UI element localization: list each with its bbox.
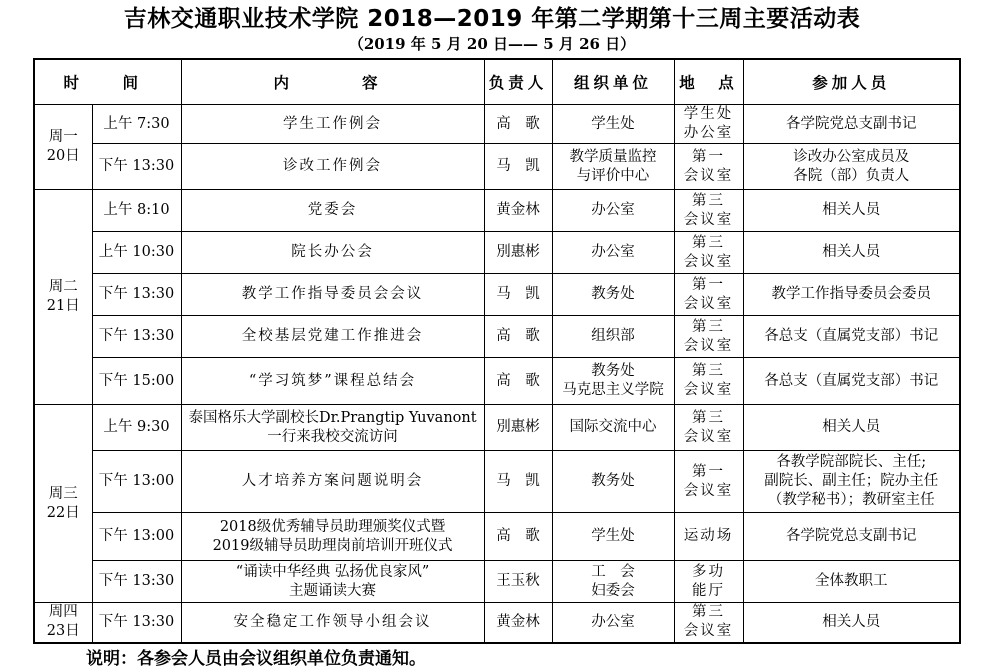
participants-cell	[743, 405, 960, 451]
content-line: 泰国格乐大学副校长Dr.Prangtip Yuvanont	[188, 409, 477, 426]
table-row	[34, 274, 960, 316]
place-cell	[674, 603, 743, 643]
participants-cell	[743, 451, 960, 513]
content-line: 人才培养方案问题说明会	[241, 473, 424, 489]
table-row	[34, 144, 960, 190]
owner-cell: 王玉秋	[484, 561, 552, 603]
content-cell	[181, 274, 484, 316]
place-line: 第三	[692, 604, 726, 621]
content-cell	[181, 316, 484, 358]
content-line: “诵读中华经典 弘扬优良家风”	[235, 563, 430, 580]
place-line: 办公室	[683, 125, 734, 141]
content-line: 院长办公会	[291, 244, 374, 260]
org-line: 学生处	[591, 115, 635, 132]
content-line: 2019级辅导员助理岗前培训开班仪式	[212, 537, 453, 554]
place-line: 会议室	[683, 167, 734, 184]
place-line: 第三	[692, 318, 726, 335]
table-row	[34, 316, 960, 358]
time-cell: 上午 10:30	[92, 232, 181, 274]
org-line: 教务处	[591, 286, 635, 302]
day-name: 周三	[48, 485, 78, 502]
content-cell	[181, 232, 484, 274]
header-content: 内 容	[181, 59, 484, 105]
content-cell	[181, 358, 484, 405]
place-line: 会议室	[683, 211, 734, 228]
org-line: 与评价中心	[576, 167, 650, 184]
participants-cell	[743, 561, 960, 603]
participants-cell	[743, 274, 960, 316]
day-cell	[34, 405, 92, 603]
participants-cell	[743, 232, 960, 274]
day-date: 22日	[46, 504, 80, 521]
day-cell	[34, 105, 92, 190]
org-cell	[552, 561, 674, 603]
table-row	[34, 513, 960, 561]
org-line: 教学质量监控	[569, 148, 657, 165]
org-cell	[552, 144, 674, 190]
day-date: 21日	[46, 298, 80, 314]
time-cell: 下午 15:00	[92, 358, 181, 405]
content-cell	[181, 144, 484, 190]
owner-cell: 马 凯	[484, 451, 552, 513]
owner-cell: 马 凯	[484, 274, 552, 316]
time-cell: 下午 13:30	[92, 316, 181, 358]
content-line: “学习筑梦”课程总结会	[248, 372, 417, 389]
place-cell	[674, 144, 743, 190]
org-cell	[552, 513, 674, 561]
participants-line: 全体教职工	[815, 573, 888, 589]
time-cell: 下午 13:30	[92, 603, 181, 643]
org-cell	[552, 451, 674, 513]
place-line: 会议室	[683, 382, 734, 398]
org-line: 组织部	[591, 328, 635, 344]
content-cell	[181, 451, 484, 513]
place-cell	[674, 274, 743, 316]
content-cell	[181, 561, 484, 603]
owner-cell: 高 歌	[484, 105, 552, 144]
time-cell: 上午 9:30	[92, 405, 181, 451]
schedule-body	[34, 105, 960, 643]
time-cell: 下午 13:30	[92, 274, 181, 316]
place-line: 会议室	[683, 337, 734, 354]
time-cell: 上午 7:30	[92, 105, 181, 144]
day-name: 周一	[48, 129, 78, 145]
day-name: 周四	[48, 604, 78, 621]
place-cell	[674, 405, 743, 451]
org-line: 马克思主义学院	[562, 382, 664, 398]
table-row	[34, 451, 960, 513]
table-row	[34, 603, 960, 643]
table-row	[34, 405, 960, 451]
header-org: 组织单位	[552, 59, 674, 105]
place-cell	[674, 358, 743, 405]
participants-line: 相关人员	[822, 244, 881, 260]
table-row	[34, 232, 960, 274]
content-cell	[181, 603, 484, 643]
time-cell: 下午 13:00	[92, 451, 181, 513]
participants-line: 相关人员	[822, 613, 881, 630]
owner-cell: 黄金林	[484, 603, 552, 643]
day-date: 20日	[46, 148, 80, 164]
time-cell: 下午 13:00	[92, 513, 181, 561]
content-line: 教学工作指导委员会会议	[241, 286, 424, 302]
place-line: 第三	[692, 234, 726, 251]
time-cell: 下午 13:30	[92, 561, 181, 603]
place-cell	[674, 232, 743, 274]
day-cell	[34, 190, 92, 405]
place-line: 会议室	[683, 428, 734, 445]
participants-line: 相关人员	[822, 419, 881, 435]
place-cell	[674, 513, 743, 561]
org-line: 办公室	[591, 244, 635, 260]
header-time: 时 间	[34, 59, 181, 105]
owner-cell: 马 凯	[484, 144, 552, 190]
org-cell	[552, 190, 674, 232]
place-line: 能厅	[692, 582, 726, 599]
owner-cell: 別惠彬	[484, 405, 552, 451]
org-cell	[552, 232, 674, 274]
participants-line: 各学院党总支副书记	[786, 528, 917, 544]
participants-line: 各学院党总支副书记	[786, 115, 917, 132]
owner-cell: 高 歌	[484, 316, 552, 358]
content-line: 诊改工作例会	[283, 158, 383, 174]
time-cell: 上午 8:10	[92, 190, 181, 232]
header-row	[34, 59, 960, 105]
org-cell	[552, 274, 674, 316]
participants-line: 相关人员	[822, 202, 881, 218]
participants-cell	[743, 144, 960, 190]
schedule-table	[33, 58, 961, 644]
org-cell	[552, 405, 674, 451]
place-line: 第三	[692, 192, 726, 209]
place-cell	[674, 105, 743, 144]
content-line: 一行来我校交流访问	[267, 428, 398, 445]
table-row	[34, 561, 960, 603]
content-line: 主题诵读大赛	[289, 582, 377, 599]
org-cell	[552, 358, 674, 405]
org-line: 工 会	[591, 563, 635, 580]
participants-line: 各总支（直属党支部）书记	[764, 328, 939, 344]
org-line: 办公室	[591, 613, 635, 630]
table-row	[34, 190, 960, 232]
participants-cell	[743, 603, 960, 643]
content-line: 安全稳定工作领导小组会议	[233, 613, 432, 630]
participants-cell	[743, 105, 960, 144]
org-line: 教务处	[591, 363, 635, 379]
day-name: 周二	[48, 279, 78, 295]
content-line: 全校基层党建工作推进会	[241, 328, 424, 344]
place-line: 会议室	[683, 623, 734, 640]
place-line: 多功	[692, 563, 726, 580]
place-line: 学生处	[683, 106, 734, 122]
participants-cell	[743, 513, 960, 561]
content-cell	[181, 190, 484, 232]
participants-line: （教学秘书）；教研室主任	[767, 492, 935, 508]
header-owner: 负责人	[484, 59, 552, 105]
participants-cell	[743, 316, 960, 358]
place-line: 第一	[692, 463, 726, 480]
participants-line: 诊改办公室成员及	[793, 148, 910, 165]
day-date: 23日	[46, 623, 80, 640]
participants-line: 各总支（直属党支部）书记	[764, 372, 939, 389]
participants-cell	[743, 358, 960, 405]
place-line: 第三	[692, 363, 726, 379]
place-cell	[674, 190, 743, 232]
org-line: 教务处	[591, 473, 635, 489]
org-line: 妇委会	[591, 582, 635, 599]
participants-line: 副院长、副主任；院办主任	[764, 473, 939, 489]
header-place: 地 点	[674, 59, 743, 105]
org-line: 国际交流中心	[569, 419, 657, 435]
owner-cell: 別惠彬	[484, 232, 552, 274]
content-cell	[181, 513, 484, 561]
org-cell	[552, 316, 674, 358]
place-cell	[674, 451, 743, 513]
org-cell	[552, 105, 674, 144]
content-line: 党委会	[307, 202, 358, 218]
content-line: 学生工作例会	[283, 115, 383, 132]
participants-cell	[743, 190, 960, 232]
table-row	[34, 358, 960, 405]
footnote: 说明：各参会人员由会议组织单位负责通知。	[86, 649, 426, 669]
participants-line: 教学工作指导委员会委员	[771, 286, 932, 302]
place-line: 第一	[692, 148, 726, 165]
org-line: 办公室	[591, 202, 635, 218]
content-cell	[181, 105, 484, 144]
day-cell	[34, 603, 92, 643]
owner-cell: 高 歌	[484, 358, 552, 405]
header-participants: 参加人员	[743, 59, 960, 105]
place-cell	[674, 316, 743, 358]
place-line: 会议室	[683, 295, 734, 312]
place-line: 运动场	[683, 528, 734, 544]
org-cell	[552, 603, 674, 643]
participants-line: 各院（部）负责人	[793, 167, 910, 184]
place-line: 会议室	[683, 482, 734, 499]
place-line: 第一	[692, 276, 726, 293]
time-cell: 下午 13:30	[92, 144, 181, 190]
owner-cell: 高 歌	[484, 513, 552, 561]
participants-line: 各教学院部院长、主任;	[776, 454, 927, 470]
content-line: 2018级优秀辅导员助理颁奖仪式暨	[219, 518, 446, 535]
place-cell	[674, 561, 743, 603]
content-cell	[181, 405, 484, 451]
page-title: 吉林交通职业技术学院 2018—2019 年第二学期第十三周主要活动表	[123, 6, 861, 32]
owner-cell: 黄金林	[484, 190, 552, 232]
place-line: 第三	[692, 409, 726, 426]
place-line: 会议室	[683, 253, 734, 270]
table-row	[34, 105, 960, 144]
org-line: 学生处	[591, 528, 635, 544]
date-range: （2019 年 5 月 20 日—— 5 月 26 日）	[348, 35, 636, 53]
